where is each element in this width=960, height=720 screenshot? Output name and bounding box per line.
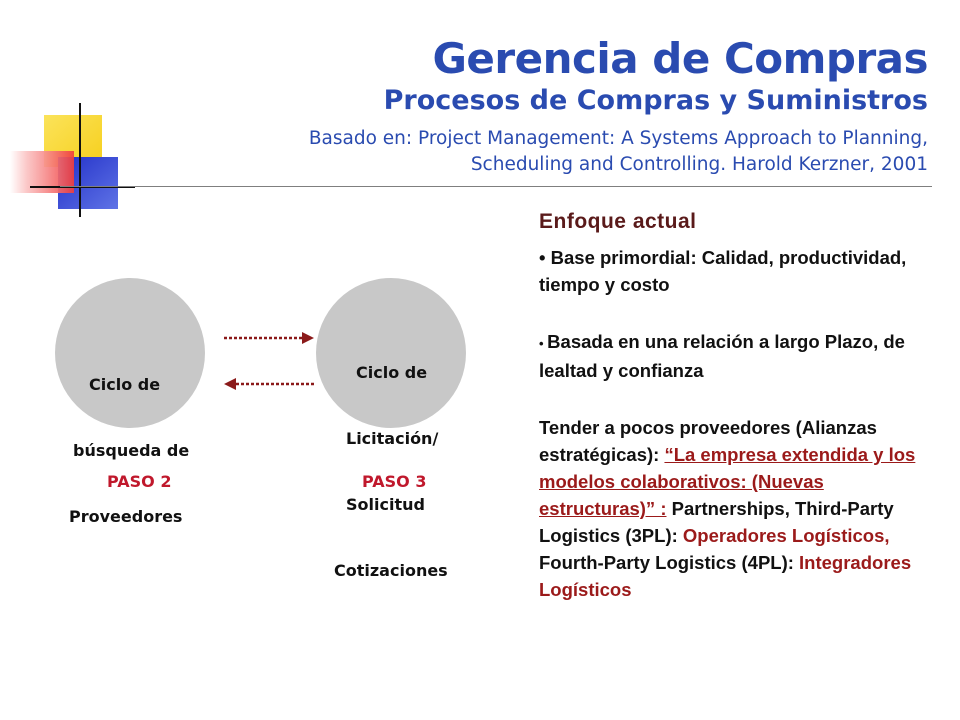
page-title: Gerencia de Compras xyxy=(432,34,928,83)
bullet-item-1 xyxy=(539,244,944,298)
source-line-1: Basado en: Project Management: A Systems Approach to Planning, xyxy=(308,128,928,149)
current-approach-panel xyxy=(539,210,944,603)
circle-left-line-1: Ciclo de xyxy=(89,375,161,394)
cycle-arrows xyxy=(218,326,318,396)
circle-right-line-3: Solicitud xyxy=(346,495,425,514)
source-citation xyxy=(308,126,928,178)
spacer xyxy=(539,298,944,328)
para-partnerships: Partnerships, Third-Party Logistics (3PL): xyxy=(539,498,894,546)
para-red-integrators: Integradores Logísticos xyxy=(539,552,912,600)
step-label-2: PASO 2 xyxy=(107,472,172,491)
bullet-icon: • xyxy=(539,247,551,268)
circle-right-line-1: Ciclo de xyxy=(356,363,428,382)
circle-right-label xyxy=(316,318,448,604)
header-divider xyxy=(60,186,932,187)
decorative-squares-logo xyxy=(0,95,140,225)
bullet-text-2: Basada en una relación a largo Plazo, de lealtad y confianza xyxy=(539,331,905,381)
para-red-quote: “La empresa extendida y los modelos colaborativos: (Nuevas estructuras)” : xyxy=(539,444,916,519)
spacer xyxy=(539,384,944,414)
strategy-paragraph xyxy=(539,414,944,603)
circle-right-line-4: Cotizaciones xyxy=(334,561,448,580)
circle-left-line-3: Proveedores xyxy=(69,507,183,526)
page-subtitle: Procesos de Compras y Suministros xyxy=(383,85,928,116)
para-red-operators: Operadores Logísticos, xyxy=(682,525,890,546)
arrow-left-head xyxy=(224,378,236,390)
circle-left-line-2: búsqueda de xyxy=(73,441,190,460)
bullet-item-2 xyxy=(539,328,944,384)
circle-right-line-2: Licitación/ xyxy=(346,429,439,448)
circle-left-label xyxy=(55,330,189,550)
section-heading: Enfoque actual xyxy=(539,210,697,233)
para-start: Tender a pocos proveedores (Alianzas estratégicas): xyxy=(539,417,877,465)
step-label-3: PASO 3 xyxy=(362,472,427,491)
arrow-right-head xyxy=(302,332,314,344)
para-fourth: Fourth-Party Logistics (4PL): xyxy=(539,552,800,573)
bullet-icon: • xyxy=(539,336,548,351)
source-line-2: Scheduling and Controlling. Harold Kerzner, 2001 xyxy=(470,154,928,175)
bullet-text-1: Base primordial: Calidad, productividad, tiempo y costo xyxy=(539,247,907,295)
